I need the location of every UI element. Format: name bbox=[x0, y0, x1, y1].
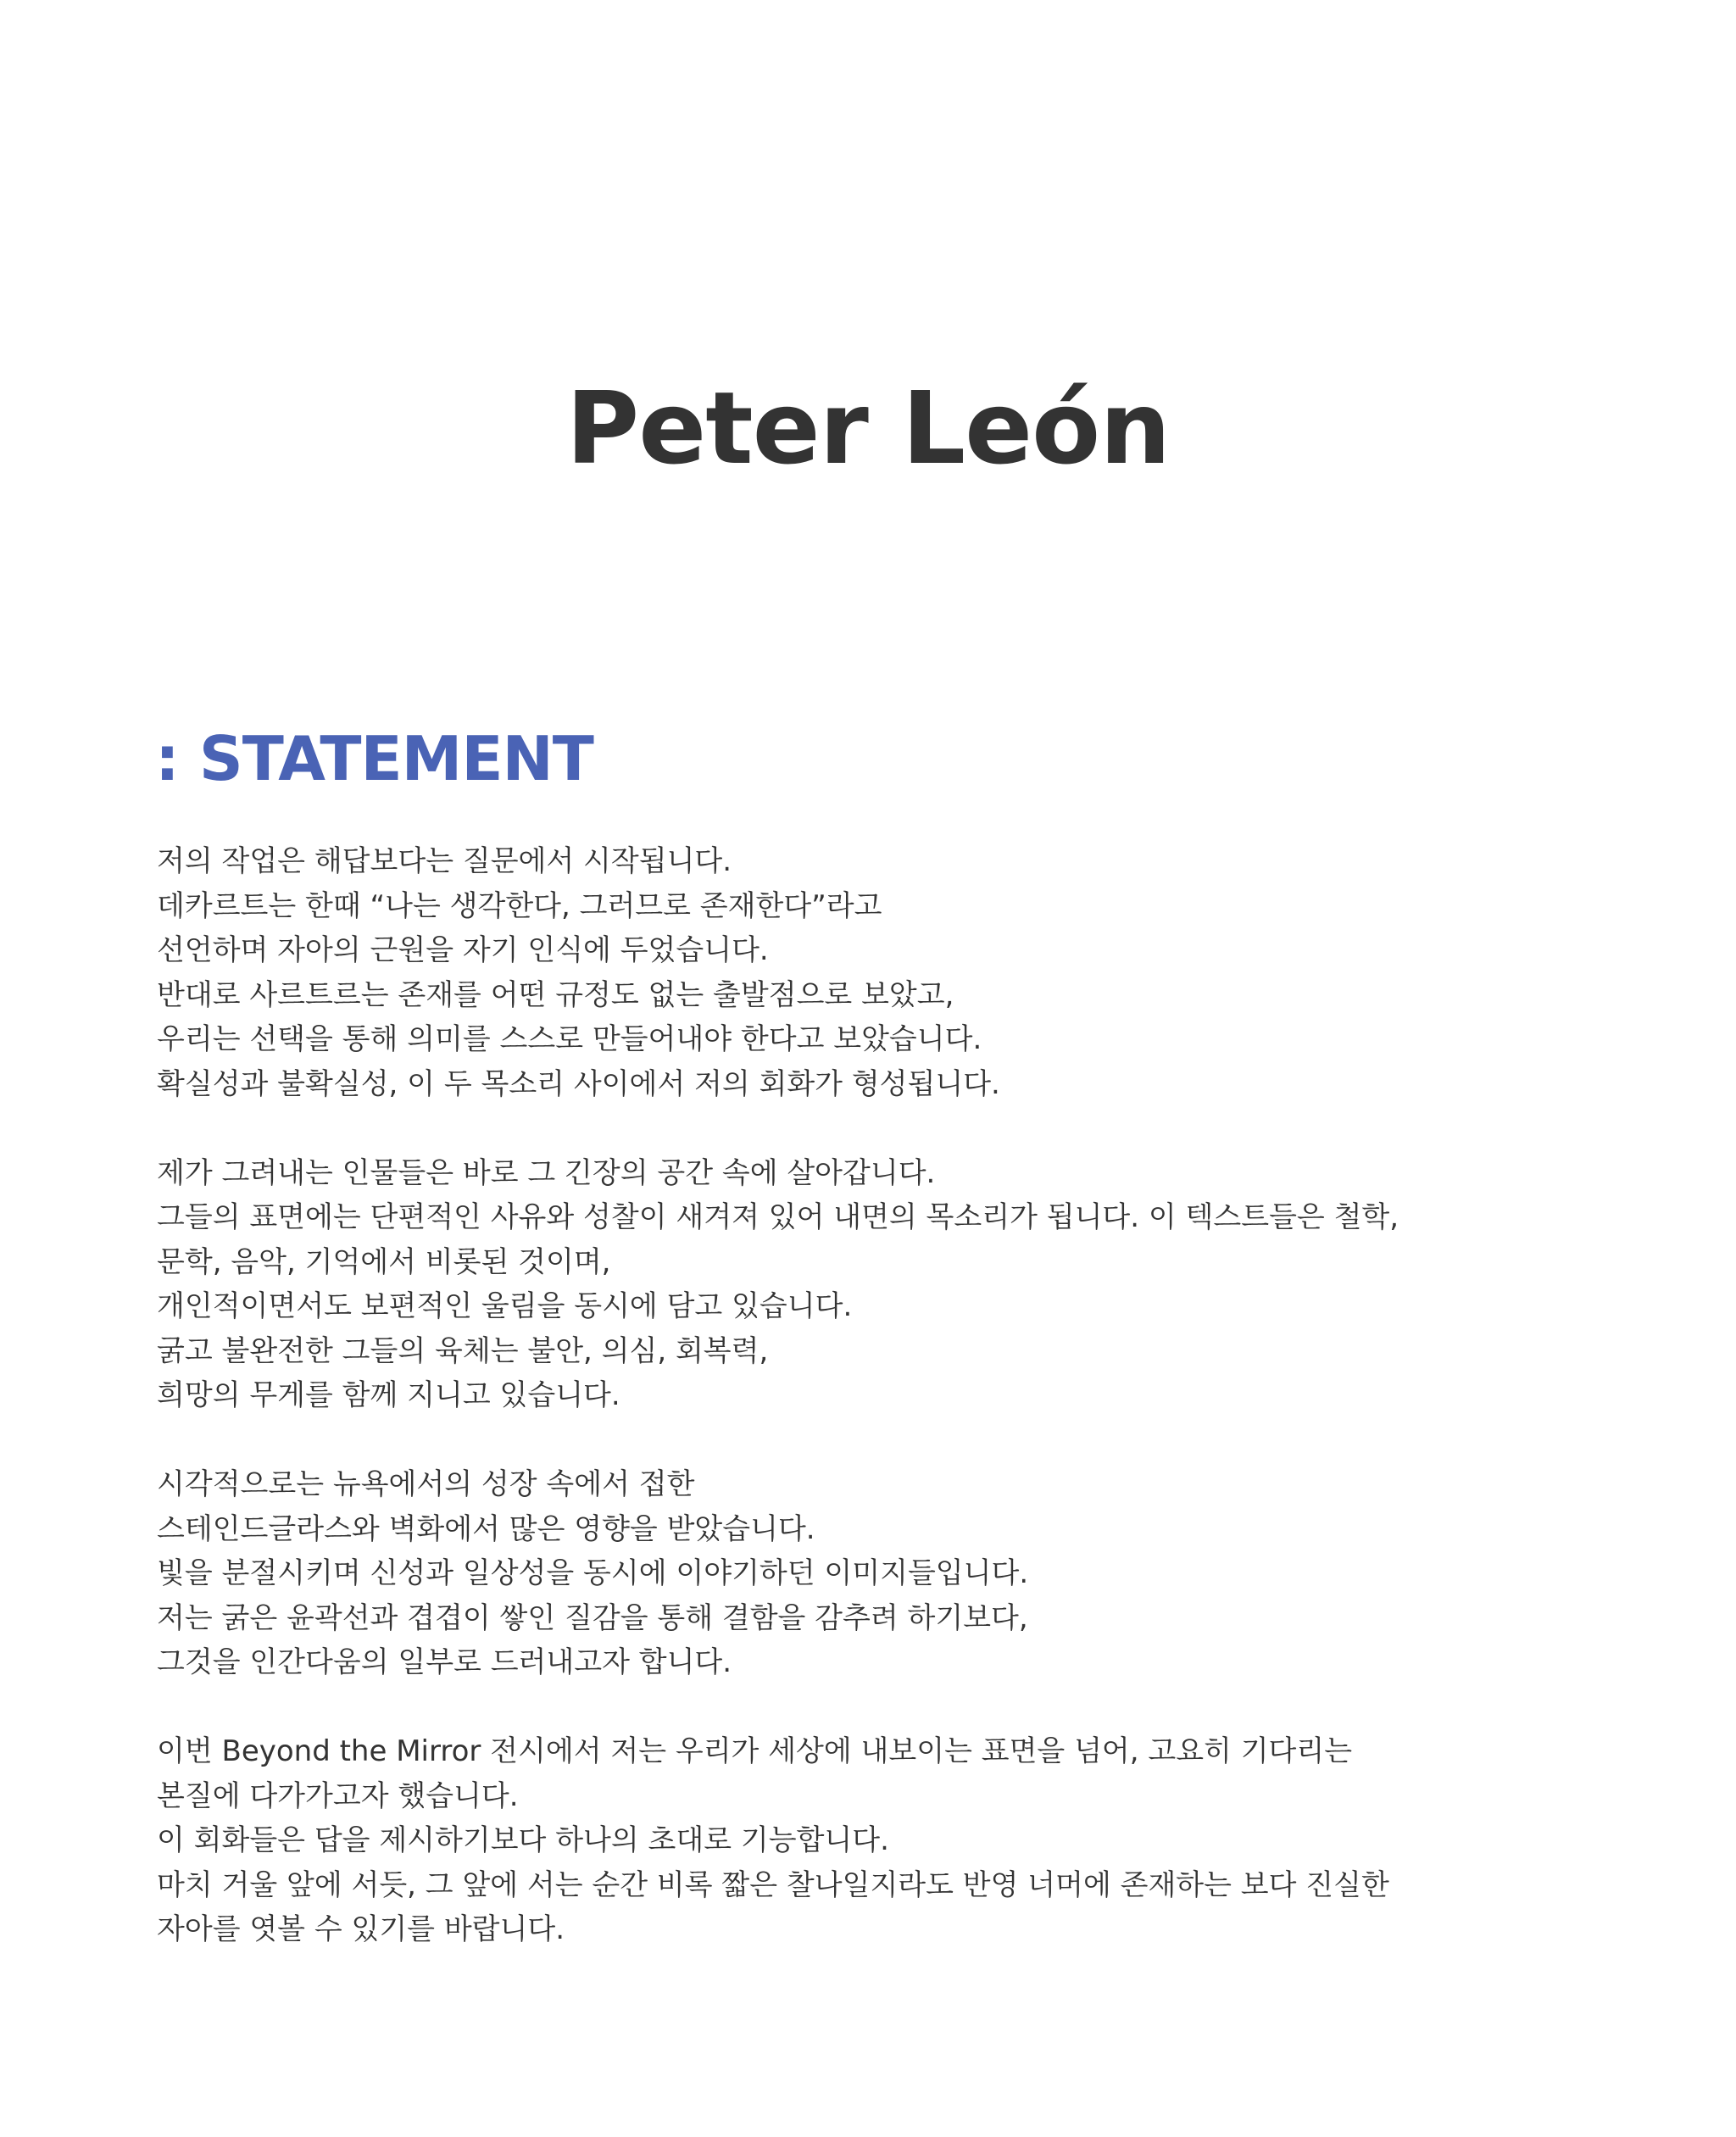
statement-line: 저의 작업은 해답보다는 질문에서 시작됩니다. bbox=[157, 844, 732, 878]
statement-line: 마치 거울 앞에 서듯, 그 앞에 서는 순간 비록 짧은 찰나일지라도 반영 너머에 존재하는 보다 진실한 bbox=[157, 1867, 1389, 1902]
statement-line: 저는 굵은 윤곽선과 겹겹이 쌓인 질감을 통해 결함을 감추려 하기보다, bbox=[157, 1600, 1028, 1635]
statement-line: 시각적으로는 뉴욕에서의 성장 속에서 접한 bbox=[157, 1467, 695, 1501]
statement-line: 선언하며 자아의 근원을 자기 인식에 두었습니다. bbox=[157, 933, 769, 967]
statement-line: 제가 그려내는 인물들은 바로 그 긴장의 공간 속에 살아갑니다. bbox=[157, 1155, 936, 1190]
statement-line: 개인적이면서도 보편적인 울림을 동시에 담고 있습니다. bbox=[157, 1289, 853, 1323]
statement-line: 빛을 분절시키며 신성과 일상성을 동시에 이야기하던 이미지들입니다. bbox=[157, 1556, 1029, 1590]
statement-line: 굵고 불완전한 그들의 육체는 불안, 의심, 회복력, bbox=[157, 1333, 769, 1368]
statement-line: 그들의 표면에는 단편적인 사유와 성찰이 새겨져 있어 내면의 목소리가 됩니다. 이 텍스트들은 철학, bbox=[157, 1200, 1399, 1234]
statement-line: 문학, 음악, 기억에서 비롯된 것이며, bbox=[157, 1244, 611, 1279]
statement-line: 데카르트는 한때 “나는 생각한다, 그러므로 존재한다”라고 bbox=[157, 888, 882, 923]
statement-line: 이 회화들은 답을 제시하기보다 하나의 초대로 기능합니다. bbox=[157, 1823, 889, 1857]
statement-line: 확실성과 불확실성, 이 두 목소리 사이에서 저의 회화가 형성됩니다. bbox=[157, 1066, 1000, 1101]
statement-line: 그것을 인간다움의 일부로 드러내고자 합니다. bbox=[157, 1645, 732, 1679]
statement-body bbox=[157, 839, 1615, 1996]
statement-paragraph-2 bbox=[157, 1151, 1615, 1418]
statement-line: 스테인드글라스와 벽화에서 많은 영향을 받았습니다. bbox=[157, 1511, 815, 1546]
statement-line: 반대로 사르트르는 존재를 어떤 규정도 없는 출발점으로 보았고, bbox=[157, 977, 954, 1012]
statement-line: 본질에 다가가고자 했습니다. bbox=[157, 1778, 519, 1813]
statement-heading: : STATEMENT bbox=[155, 723, 593, 794]
statement-paragraph-4 bbox=[157, 1729, 1615, 1952]
statement-line: 자아를 엿볼 수 있기를 바랍니다. bbox=[157, 1912, 565, 1946]
statement-line: 희망의 무게를 함께 지니고 있습니다. bbox=[157, 1378, 620, 1412]
statement-paragraph-3 bbox=[157, 1462, 1615, 1685]
statement-line: 이번 Beyond the Mirror 전시에서 저는 우리가 세상에 내보이는 표면을 넘어, 고요히 기다리는 bbox=[157, 1734, 1353, 1768]
statement-line: 우리는 선택을 통해 의미를 스스로 만들어내야 한다고 보았습니다. bbox=[157, 1022, 982, 1056]
artist-name-title: Peter León bbox=[565, 370, 1171, 487]
statement-paragraph-1 bbox=[157, 839, 1615, 1106]
